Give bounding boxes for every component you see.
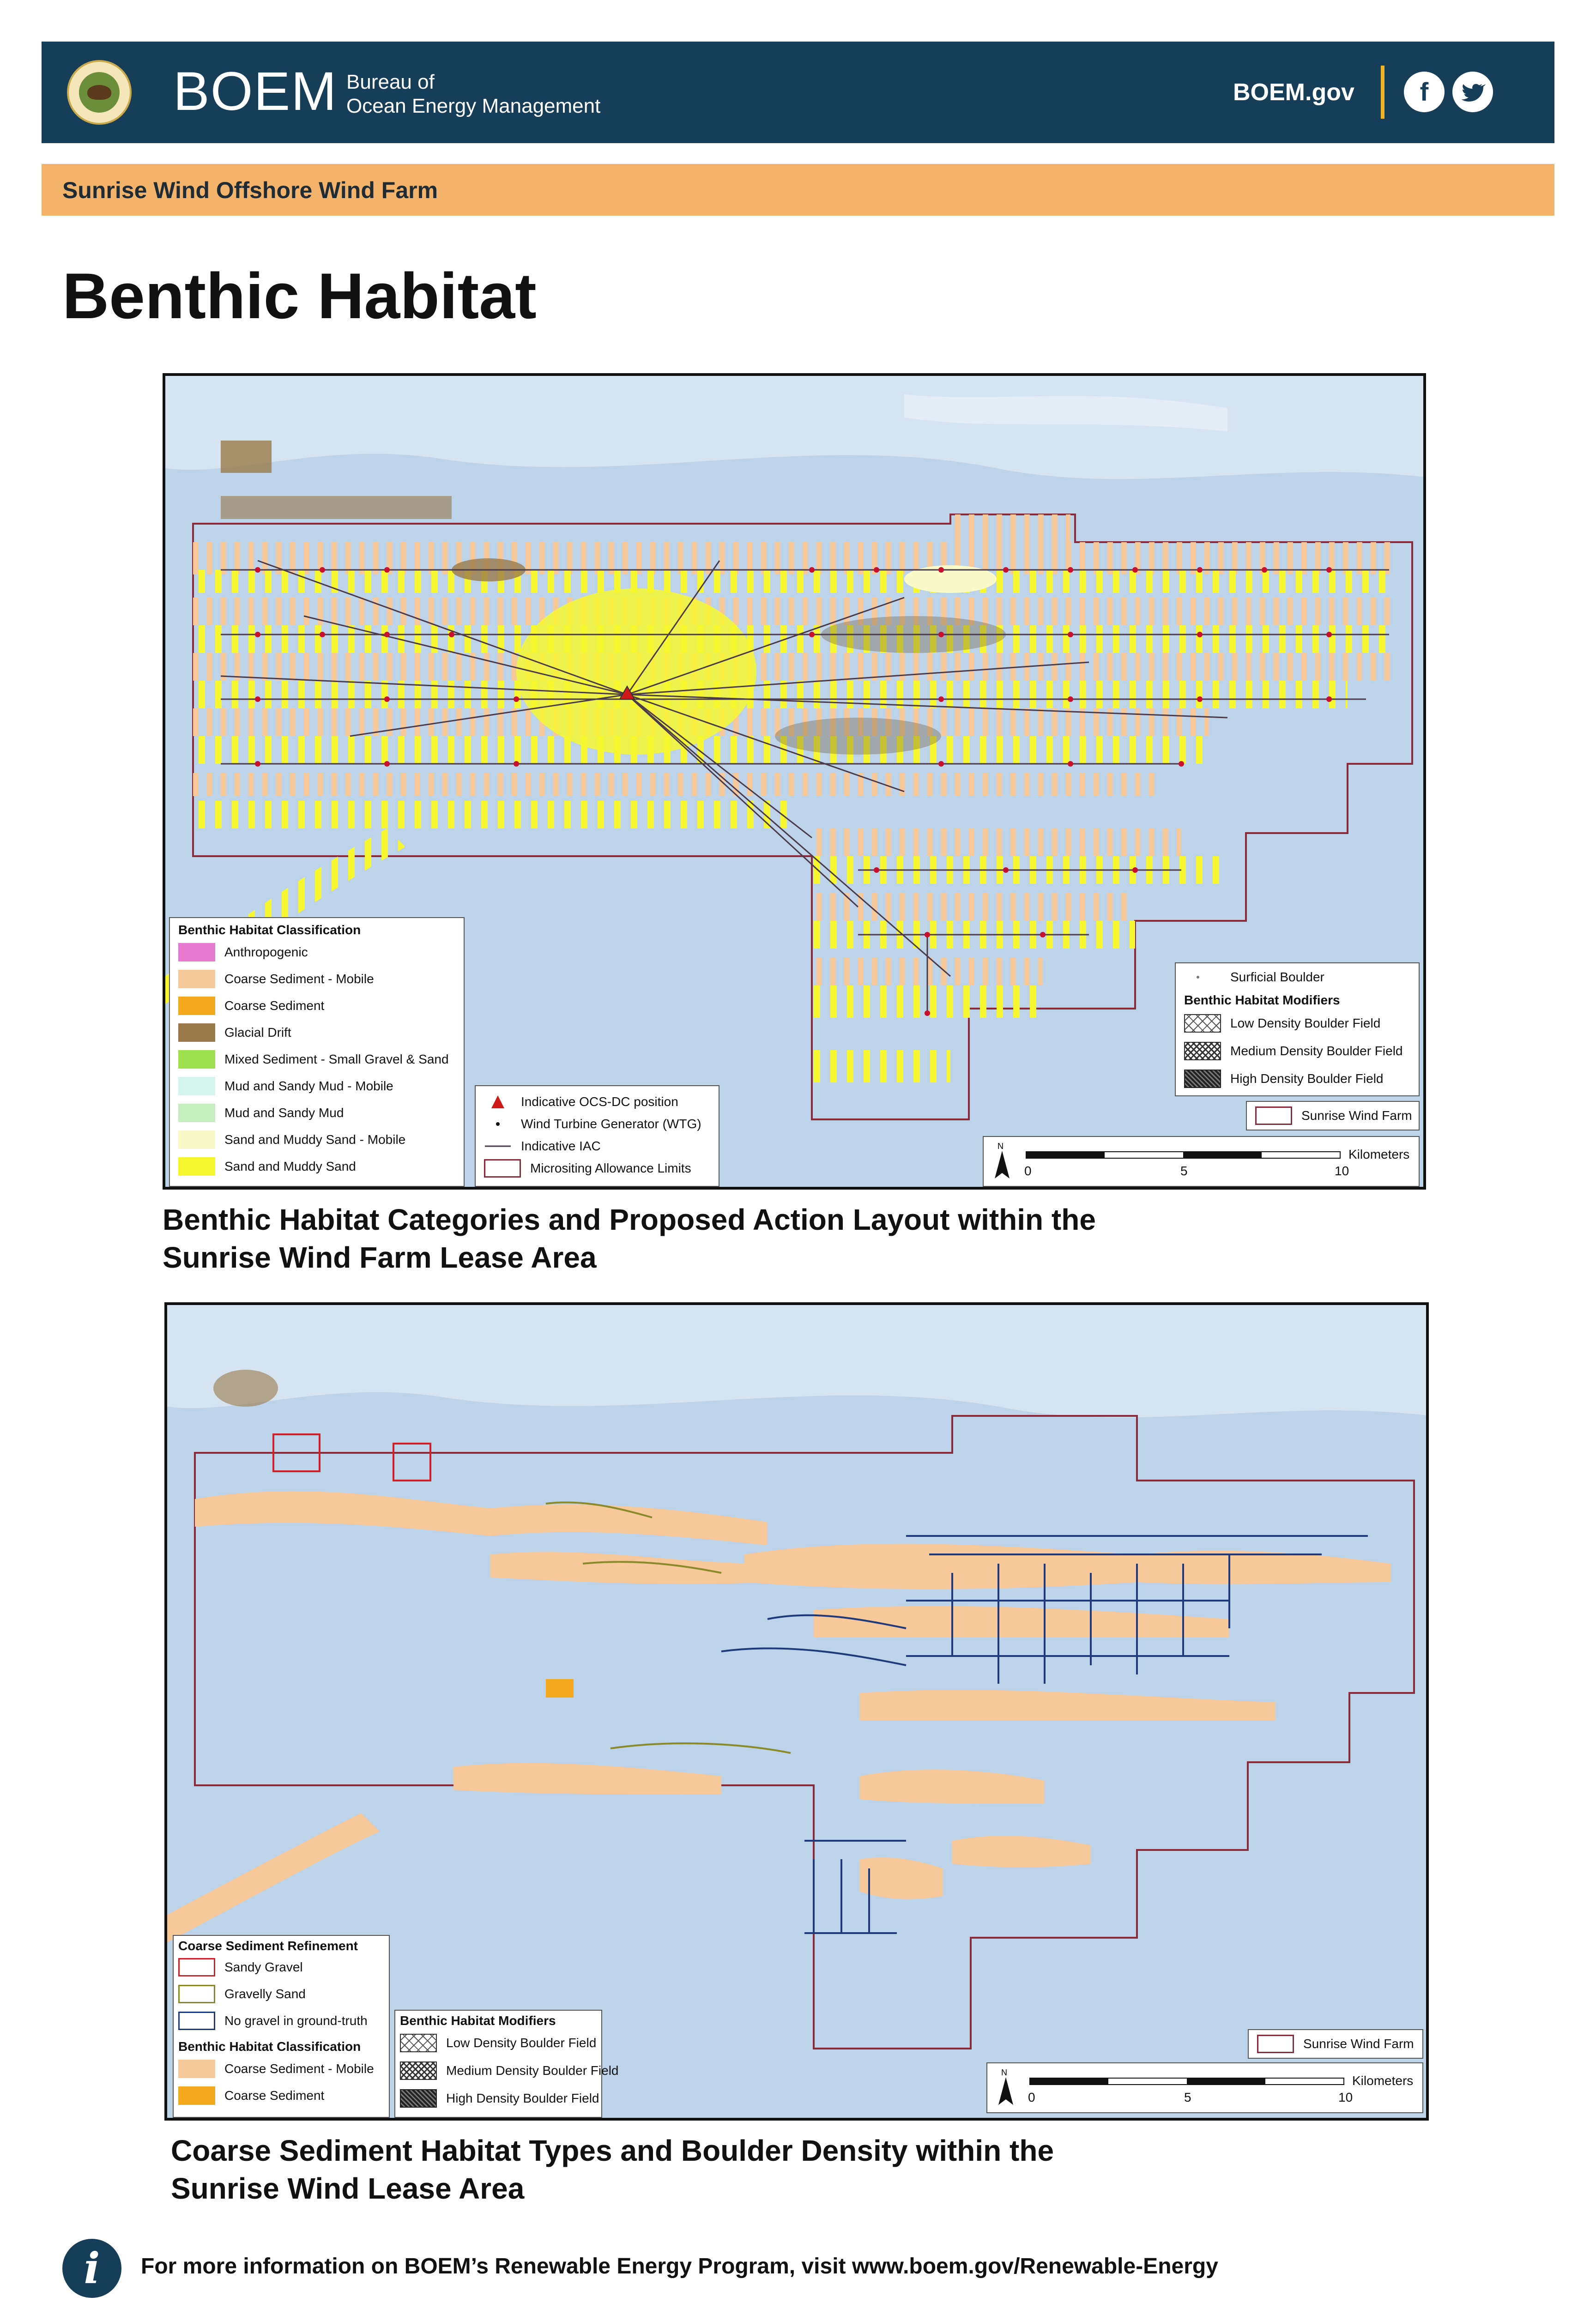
svg-text:N: N: [1001, 2068, 1007, 2077]
benthic-habitat-map: [163, 373, 1426, 1190]
sediment-refinement-legend: Coarse Sediment Refinement Sandy Gravel Gravelly Sand No gravel in ground-truth Benthic Habitat Classification Coarse Sediment - Mobile Coarse Sediment: [173, 1935, 390, 2118]
legend-title: Coarse Sediment Refinement: [178, 1939, 358, 1953]
farm-legend: Sunrise Wind Farm: [1246, 1101, 1420, 1130]
scale-bar: N Kilometers 0 5 10: [983, 1136, 1420, 1187]
agency-name: Bureau of Ocean Energy Management: [346, 71, 601, 117]
legend-title: Benthic Habitat Classification: [178, 2039, 361, 2054]
header-divider: [1381, 66, 1384, 119]
north-arrow-icon: [988, 1142, 1016, 1183]
coarse-sediment-map: [164, 1302, 1429, 2121]
map1-caption: Benthic Habitat Categories and Proposed Action Layout within the Sunrise Wind Farm Lease Area: [163, 1203, 1096, 1274]
scale-bar: N Kilometers 0 5 10: [986, 2062, 1423, 2113]
footer-info-text: For more information on BOEM’s Renewable Energy Program, visit www.boem.gov/Renewable-Energy: [141, 2254, 1218, 2279]
twitter-icon[interactable]: [1452, 72, 1493, 112]
page-title: Benthic Habitat: [62, 260, 537, 332]
farm-legend: Sunrise Wind Farm: [1248, 2029, 1423, 2059]
habitat-classification-legend: Benthic Habitat Classification Anthropogenic Coarse Sediment - Mobile Coarse Sediment Glacial Drift Mixed Sediment - Small Gravel & Sand Mud and Sandy Mud - Mobile Mud and Sandy Mud Sand and Muddy Sand - Mobile Sand and Muddy Sand: [169, 917, 465, 1187]
legend-title: Benthic Habitat Classification: [178, 923, 361, 937]
info-icon: i: [62, 2239, 121, 2298]
layout-legend: Indicative OCS-DC position Wind Turbine Generator (WTG) Indicative IAC Micrositing Allowance Limits: [475, 1085, 719, 1187]
site-header: [42, 42, 1554, 143]
banner-title: Sunrise Wind Offshore Wind Farm: [62, 177, 438, 203]
svg-text:N: N: [998, 1142, 1004, 1151]
legend-title: Benthic Habitat Modifiers: [1184, 993, 1340, 1007]
facebook-icon[interactable]: f: [1404, 72, 1445, 112]
map2-caption: Coarse Sediment Habitat Types and Boulder Density within the Sunrise Wind Lease Area: [171, 2134, 1054, 2205]
boem-gov-link[interactable]: BOEM.gov: [1233, 79, 1354, 106]
boem-logo-wordmark: BOEM: [173, 61, 338, 122]
habitat-modifiers-legend: Surficial Boulder Benthic Habitat Modifiers Low Density Boulder Field Medium Density Boulder Field High Density Boulder Field: [1175, 962, 1420, 1096]
doi-seal-logo: [67, 60, 132, 125]
legend-title: Benthic Habitat Modifiers: [400, 2013, 556, 2028]
north-arrow-icon: [992, 2068, 1020, 2110]
project-banner: [42, 164, 1554, 216]
habitat-modifiers-legend: Benthic Habitat Modifiers Low Density Boulder Field Medium Density Boulder Field High Density Boulder Field: [394, 2010, 602, 2118]
